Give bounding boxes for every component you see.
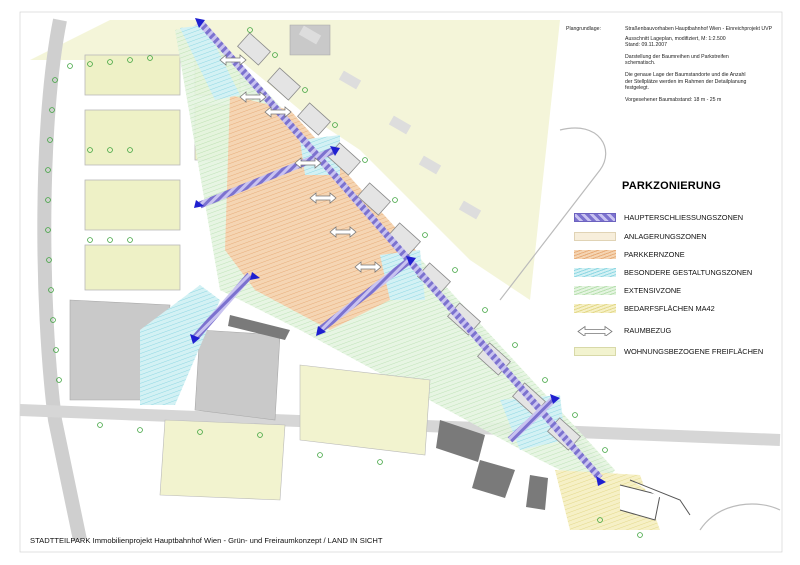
legend-swatch-fill <box>574 286 616 295</box>
legend-swatch-route <box>574 213 616 222</box>
info-line: Die genaue Lage der Baumstandorte und die Anzahl <box>625 71 746 78</box>
legend-swatch-fill <box>574 347 616 356</box>
info-line: festgelegt. <box>625 85 649 92</box>
info-line: der Stellplätze werden im Rahmen der Detailplanung <box>625 78 747 85</box>
info-notes <box>625 26 785 103</box>
legend-label: EXTENSIVZONE <box>624 285 682 295</box>
legend-label: BESONDERE GESTALTUNGSZONEN <box>624 267 753 277</box>
legend-label: PARKKERNZONE <box>624 249 685 259</box>
info-line: schematisch. <box>625 60 656 67</box>
legend-swatch-fill <box>574 232 616 241</box>
info-label: Plangrundlage: <box>566 26 601 32</box>
info-line: Stand: 09.11.2007 <box>625 42 668 49</box>
legend-item-park-core <box>574 247 685 261</box>
road-left <box>44 20 80 540</box>
lower-free-area-2 <box>160 420 285 500</box>
legend-item-attachment <box>574 229 707 243</box>
legend-item-residential-open <box>574 344 763 358</box>
legend-label: BEDARFSFLÄCHEN MA42 <box>624 303 715 313</box>
legend-item-extensive <box>574 283 681 297</box>
info-line: Straßenbauvorhaben Hauptbahnhof Wien - Einreichprojekt UVP <box>625 26 773 32</box>
legend-item-main-access <box>574 210 743 224</box>
legend-label: RAUMBEZUG <box>624 325 672 335</box>
legend-item-spatial-relation <box>574 323 671 337</box>
legend-swatch-fill <box>574 268 616 277</box>
legend-item-special-design <box>574 265 752 279</box>
legend-swatch-fill <box>574 304 616 313</box>
legend-item-ma42 <box>574 301 715 315</box>
info-line: Darstellung der Baumreihen und Parkstreifen <box>625 53 729 60</box>
lower-free-area <box>300 365 430 455</box>
info-line: Vorgesehener Baumabstand: 18 m - 25 m <box>625 96 722 103</box>
info-line: Ausschnitt Lageplan, modifiziert, M: 1:2.500 <box>625 35 726 42</box>
legend-label: WOHNUNGSBEZOGENE FREIFLÄCHEN <box>624 346 764 356</box>
double-arrow-icon <box>574 324 616 336</box>
legend-label: HAUPTERSCHLIESSUNGSZONEN <box>624 212 744 222</box>
footer-caption: STADTTEILPARK Immobilienprojekt Hauptbahnhof Wien - Grün- und Freiraumkonzept / LAND IN SICHT <box>30 536 383 545</box>
legend-title: PARKZONIERUNG <box>622 180 721 192</box>
legend-swatch-fill <box>574 250 616 259</box>
ramp-curve-2 <box>700 504 780 530</box>
legend-label: ANLAGERUNGSZONEN <box>624 231 707 241</box>
